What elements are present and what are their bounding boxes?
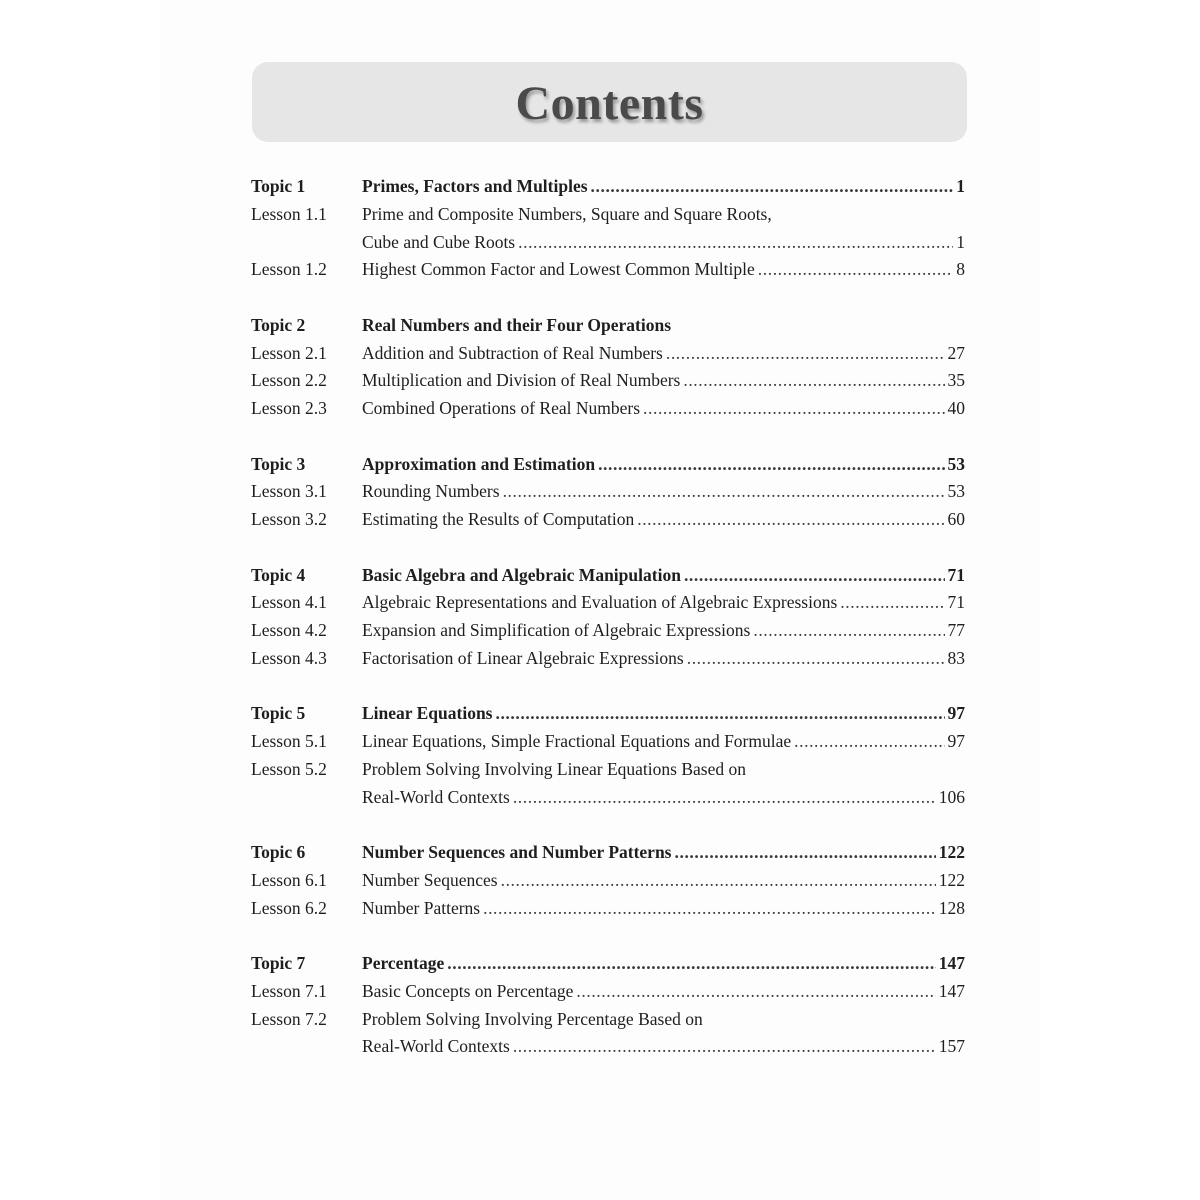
toc-entry [362, 478, 965, 506]
toc-topic-row[interactable] [251, 312, 965, 340]
dot-leader [794, 728, 944, 756]
lesson-title: Cube and Cube Roots [362, 231, 516, 252]
lesson-title: Problem Solving Involving Percentage Based on [362, 1008, 703, 1029]
toc-entry [362, 728, 965, 756]
topic-title: Basic Algebra and Algebraic Manipulation [362, 564, 681, 585]
dot-leader [503, 478, 945, 506]
toc-entry [362, 451, 965, 479]
toc-lesson-row[interactable] [251, 784, 965, 812]
toc-entry [362, 839, 965, 867]
dot-leader [840, 589, 944, 617]
toc-lesson-row[interactable] [251, 1033, 965, 1061]
lesson-number: Lesson 3.1 [251, 481, 327, 502]
page-number: 40 [947, 398, 965, 418]
lesson-number: Lesson 4.2 [251, 620, 327, 640]
toc-entry [362, 340, 965, 368]
toc-lesson-row[interactable] [251, 367, 965, 395]
toc-lesson-row[interactable] [251, 506, 965, 534]
lesson-title: Number Patterns [362, 897, 481, 918]
lesson-number: Lesson 6.2 [251, 897, 327, 918]
page-number: 83 [947, 647, 965, 668]
topic-number: Topic 2 [251, 314, 306, 335]
toc-entry [362, 950, 965, 978]
page-title: Contents [515, 77, 704, 130]
toc-entry [362, 367, 965, 395]
toc-entry [362, 895, 965, 923]
lesson-number: Lesson 2.1 [251, 342, 327, 363]
toc-entry [362, 256, 965, 284]
lesson-number: Lesson 1.1 [251, 203, 327, 224]
toc-topic-row[interactable] [251, 839, 965, 867]
lesson-title: Highest Common Factor and Lowest Common Multiple [362, 259, 755, 280]
toc-entry [362, 645, 965, 673]
lesson-number: Lesson 6.1 [251, 869, 327, 890]
toc-topic-row[interactable] [251, 700, 965, 728]
toc-entry [362, 201, 965, 229]
lesson-number: Lesson 5.2 [251, 758, 327, 779]
page-number: 147 [938, 980, 965, 1001]
page-number: 71 [947, 564, 965, 585]
dot-leader [666, 340, 945, 368]
toc-topic-section [251, 950, 965, 1061]
lesson-title: Expansion and Simplification of Algebraic Expressions [362, 620, 751, 640]
page-number: 60 [947, 509, 965, 529]
page-number: 147 [938, 953, 965, 973]
toc-topic-row[interactable] [251, 173, 965, 201]
topic-title: Real Numbers and their Four Operations [362, 314, 672, 335]
lesson-number: Lesson 7.1 [251, 980, 327, 1001]
lesson-number: Lesson 2.3 [251, 398, 327, 418]
dot-leader [683, 367, 944, 395]
lesson-title: Basic Concepts on Percentage [362, 980, 574, 1001]
lesson-number: Lesson 3.2 [251, 509, 327, 529]
page-number: 97 [947, 731, 965, 751]
toc-entry [362, 978, 965, 1006]
topic-number: Topic 5 [251, 703, 306, 724]
topic-title: Approximation and Estimation [362, 453, 596, 474]
lesson-number: Lesson 7.2 [251, 1008, 327, 1029]
lesson-title: Problem Solving Involving Linear Equations Based on [362, 758, 746, 779]
toc-lesson-row[interactable] [251, 201, 965, 229]
topic-title: Linear Equations [362, 703, 493, 724]
toc-lesson-row[interactable] [251, 728, 965, 756]
table-of-contents [251, 173, 965, 1089]
topic-number: Topic 6 [251, 842, 306, 862]
topic-title: Percentage [362, 953, 445, 973]
topic-title: Number Sequences and Number Patterns [362, 842, 672, 862]
toc-topic-section [251, 562, 965, 673]
toc-topic-row[interactable] [251, 562, 965, 590]
toc-entry [362, 867, 965, 895]
toc-entry [362, 395, 965, 423]
page-number: 122 [938, 842, 965, 862]
lesson-title: Factorisation of Linear Algebraic Expressions [362, 647, 684, 668]
lesson-number: Lesson 4.3 [251, 647, 327, 668]
toc-topic-section [251, 451, 965, 534]
toc-entry [362, 312, 965, 340]
dot-leader [501, 867, 936, 895]
toc-entry [362, 589, 965, 617]
dot-leader [687, 645, 945, 673]
toc-entry [362, 229, 965, 257]
toc-lesson-row[interactable] [251, 395, 965, 423]
toc-lesson-row[interactable] [251, 978, 965, 1006]
topic-number: Topic 1 [251, 176, 306, 196]
lesson-title: Addition and Subtraction of Real Numbers [362, 342, 663, 363]
lesson-number: Lesson 4.1 [251, 592, 327, 613]
page-number: 122 [938, 869, 965, 890]
dot-leader [675, 839, 936, 867]
dot-leader [637, 506, 944, 534]
toc-entry [362, 617, 965, 645]
toc-entry [362, 1006, 965, 1034]
page-number: 77 [947, 620, 965, 640]
toc-lesson-row[interactable] [251, 478, 965, 506]
dot-leader [598, 451, 944, 479]
lesson-title: Estimating the Results of Computation [362, 509, 635, 529]
page-number: 106 [938, 786, 965, 807]
title-banner [252, 62, 967, 142]
toc-entry [362, 173, 965, 201]
page-number: 53 [947, 453, 965, 474]
lesson-number: Lesson 5.1 [251, 731, 327, 751]
dot-leader [518, 229, 953, 257]
page-number: 1 [956, 176, 965, 196]
toc-entry [362, 562, 965, 590]
toc-lesson-row[interactable] [251, 340, 965, 368]
dot-leader [495, 700, 944, 728]
page-number: 1 [956, 231, 965, 252]
lesson-title: Prime and Composite Numbers, Square and Square Roots, [362, 203, 772, 224]
toc-topic-section [251, 839, 965, 922]
topic-number: Topic 4 [251, 564, 306, 585]
dot-leader [753, 617, 944, 645]
toc-lesson-row[interactable] [251, 229, 965, 257]
toc-topic-row[interactable] [251, 451, 965, 479]
page-number: 71 [947, 592, 965, 613]
dot-leader [483, 895, 936, 923]
toc-lesson-row[interactable] [251, 867, 965, 895]
toc-topic-section [251, 173, 965, 284]
toc-entry [362, 784, 965, 812]
lesson-title: Real-World Contexts [362, 786, 510, 807]
toc-lesson-row[interactable] [251, 756, 965, 784]
dot-leader [591, 173, 954, 201]
lesson-title: Real-World Contexts [362, 1036, 510, 1057]
lesson-number: Lesson 2.2 [251, 370, 327, 391]
toc-topic-section [251, 700, 965, 811]
lesson-title: Number Sequences [362, 869, 498, 890]
dot-leader [513, 784, 936, 812]
lesson-title: Linear Equations, Simple Fractional Equations and Formulae [362, 731, 792, 751]
lesson-title: Combined Operations of Real Numbers [362, 398, 641, 418]
topic-number: Topic 7 [251, 953, 306, 973]
topic-title: Primes, Factors and Multiples [362, 176, 588, 196]
page-number: 97 [947, 703, 965, 724]
dot-leader [643, 395, 944, 423]
toc-lesson-row[interactable] [251, 1006, 965, 1034]
page-number: 35 [947, 370, 965, 391]
toc-lesson-row[interactable] [251, 617, 965, 645]
page-number: 27 [947, 342, 965, 363]
dot-leader [684, 562, 945, 590]
dot-leader [447, 950, 935, 978]
page-number: 157 [938, 1036, 965, 1057]
lesson-title: Multiplication and Division of Real Numbers [362, 370, 681, 391]
page-number: 8 [956, 259, 965, 280]
topic-number: Topic 3 [251, 453, 306, 474]
toc-lesson-row[interactable] [251, 895, 965, 923]
toc-lesson-row[interactable] [251, 589, 965, 617]
toc-lesson-row[interactable] [251, 645, 965, 673]
lesson-title: Rounding Numbers [362, 481, 500, 502]
page-number: 53 [947, 481, 965, 502]
dot-leader [513, 1033, 936, 1061]
toc-entry [362, 756, 965, 784]
dot-leader [576, 978, 935, 1006]
lesson-title: Algebraic Representations and Evaluation of Algebraic Expressions [362, 592, 838, 613]
toc-lesson-row[interactable] [251, 256, 965, 284]
dot-leader [758, 256, 953, 284]
toc-topic-row[interactable] [251, 950, 965, 978]
page-number: 128 [938, 897, 965, 918]
toc-entry [362, 700, 965, 728]
toc-topic-section [251, 312, 965, 423]
lesson-number: Lesson 1.2 [251, 259, 327, 280]
toc-entry [362, 506, 965, 534]
toc-entry [362, 1033, 965, 1061]
